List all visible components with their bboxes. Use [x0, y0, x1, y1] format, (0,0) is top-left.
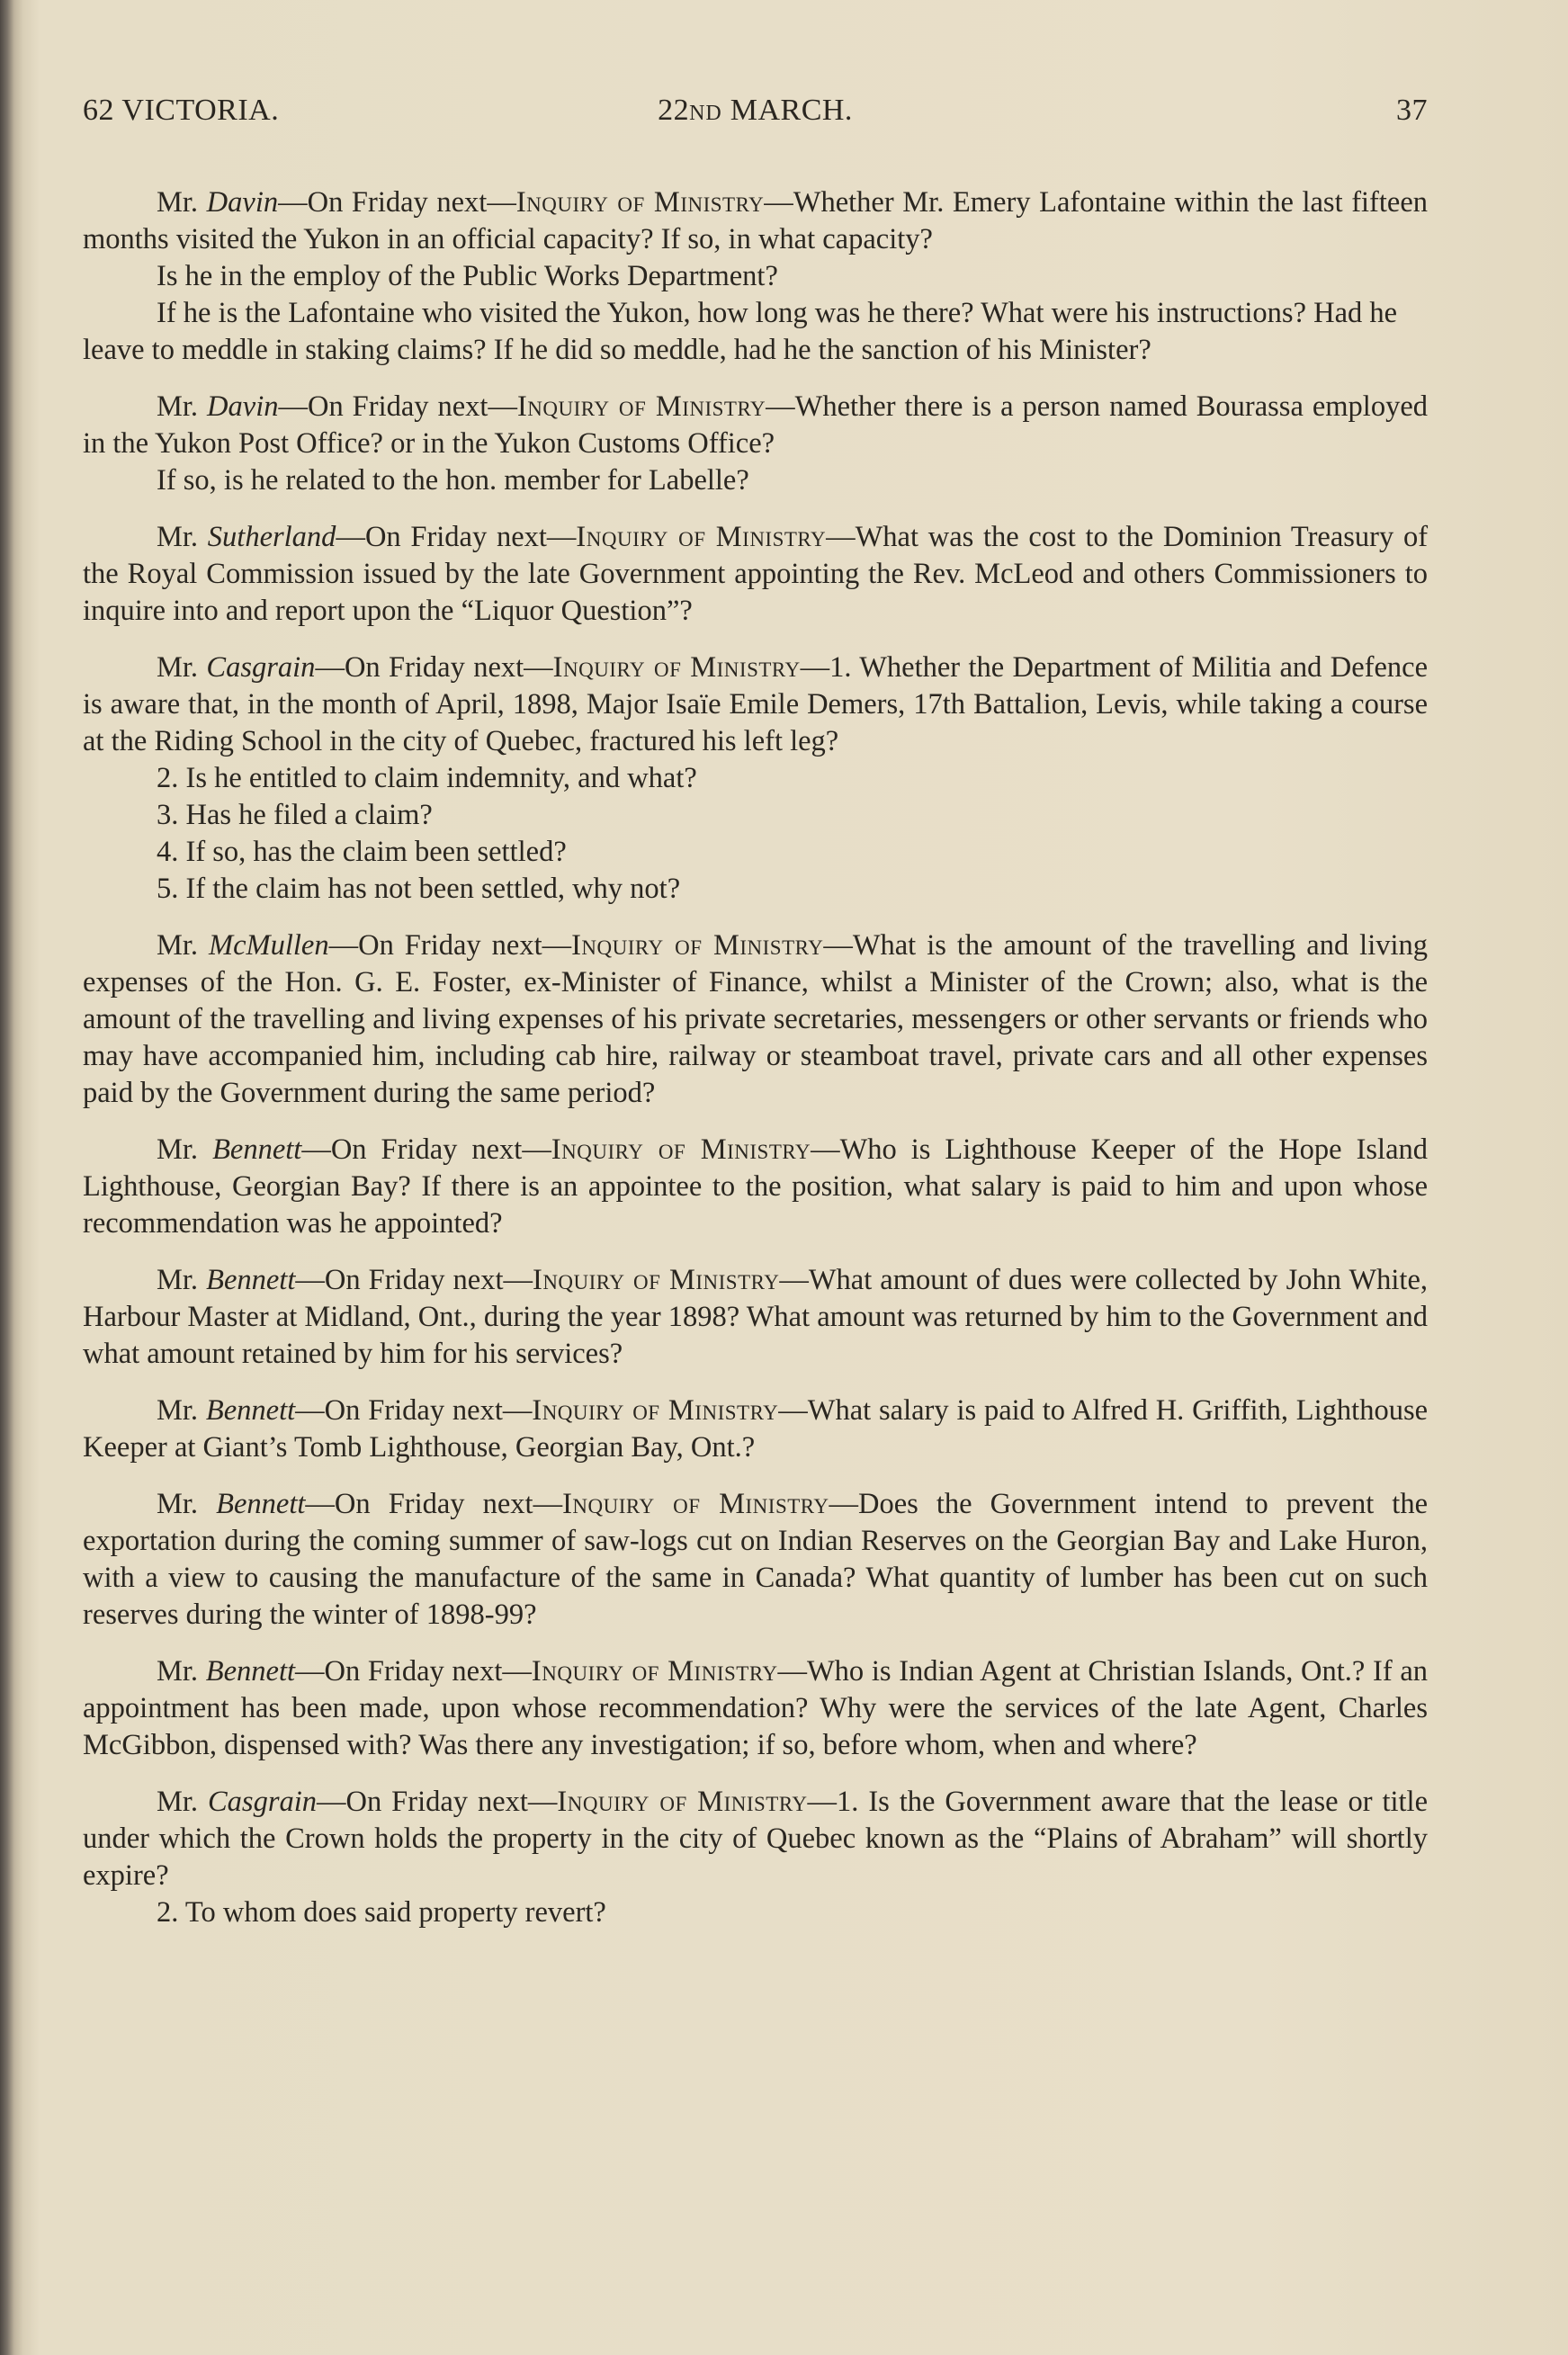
question-text: —What is the amount of the travelling and living expenses of the Hon. G. E. Foster, ex-Minister of Finance, whilst a Minister of the Crown; also, what is the amount of the travelling and living expenses of his private secretaries, messengers or other servants or friends who may have accompanied him, including cab hire, railway or steamboat travel, private cars and all other expenses paid by the Government during the same period?: [83, 929, 1429, 1109]
question-text: —What salary is paid to Alfred H. Griffith, Lighthouse Keeper at Giant’s Tomb Lighthouse, Georgian Bay, Ont.?: [83, 1394, 1429, 1464]
notice-lead: —On Friday next—: [278, 186, 516, 219]
question-entry: [83, 1653, 1428, 1764]
member-name: Sutherland: [207, 521, 336, 553]
question-entry: [83, 1262, 1428, 1373]
header-date: 22ND MARCH.: [658, 94, 853, 127]
inquiry-label: Inquiry of Ministry: [515, 186, 765, 219]
member-name: Bennett: [206, 1264, 296, 1296]
question-main-text: [83, 1486, 1428, 1634]
question-entry: [83, 519, 1428, 630]
header-regnal-year: 62 VICTORIA.: [83, 94, 280, 127]
notice-lead: —On Friday next—: [317, 1786, 558, 1818]
member-name: Bennett: [205, 1655, 296, 1688]
question-main-text: [83, 1784, 1428, 1894]
honorific: Mr.: [157, 1133, 199, 1166]
member-name: McMullen: [209, 929, 329, 962]
page-header: [83, 94, 1428, 133]
honorific: Mr.: [157, 521, 199, 553]
notice-lead: —On Friday next—: [315, 651, 553, 684]
member-name: Bennett: [205, 1394, 296, 1427]
inquiry-label: Inquiry of Ministry: [562, 1488, 829, 1520]
question-followup: If he is the Lafontaine who visited the Yukon, how long was he there? What were his instructions? Had he leave to meddle in staking claims? If he did so meddle, had he the sanction of his Minister?: [83, 297, 1398, 366]
notice-lead: —On Friday next—: [301, 1133, 551, 1166]
notice-lead: —On Friday next—: [295, 1264, 533, 1296]
honorific: Mr.: [157, 1264, 199, 1296]
notice-lead: —On Friday next—: [278, 390, 517, 423]
member-name: Casgrain: [206, 651, 316, 684]
honorific: Mr.: [157, 1488, 199, 1520]
question-text: —1. Whether the Department of Militia and Defence is aware that, in the month of April, 1898, Major Isaïe Emile Demers, 17th Battalion, Levis, while taking a course at the Riding School in the city of Quebec, fractured his left leg?: [83, 651, 1428, 757]
notice-lead: —On Friday next—: [295, 1394, 533, 1427]
question-entry: [83, 649, 1428, 908]
inquiry-label: Inquiry of Ministry: [516, 390, 766, 423]
question-entry: [83, 184, 1428, 369]
honorific: Mr.: [157, 1394, 199, 1427]
question-main-text: [83, 389, 1428, 462]
question-main-text: [83, 649, 1428, 760]
question-text: —Does the Government intend to prevent the exportation during the coming summer of saw-logs cut on Indian Reserves on the Georgian Bay and Lake Huron, with a view to causing the manufacture of the same in Canada? What quantity of lumber has been cut on such reserves during the winter of 1898-99?: [83, 1488, 1429, 1631]
inquiry-label: Inquiry of Ministry: [571, 929, 824, 962]
inquiry-label: Inquiry of Ministry: [576, 521, 827, 553]
question-main-text: [83, 1392, 1428, 1466]
question-followup: If so, is he related to the hon. member for Labelle?: [157, 464, 749, 497]
question-entry: [83, 1784, 1428, 1931]
member-name: Bennett: [216, 1488, 306, 1520]
honorific: Mr.: [157, 929, 199, 962]
question-text: —What was the cost to the Dominion Treasury of the Royal Commission issued by the late Government appointing the Rev. McLeod and others Commissioners to inquire into and report upon the “Liquor Question”?: [83, 521, 1429, 627]
question-text: —1. Is the Government aware that the lease or title under which the Crown holds the property in the city of Quebec known as the “Plains of Abraham” will shortly expire?: [83, 1786, 1429, 1892]
member-name: Bennett: [212, 1133, 302, 1166]
notice-lead: —On Friday next—: [336, 521, 577, 553]
question-text: —Whether Mr. Emery Lafontaine within the last fifteen months visited the Yukon in an official capacity? If so, in what capacity?: [83, 186, 1429, 255]
inquiry-label: Inquiry of Ministry: [532, 1394, 779, 1427]
member-name: Davin: [207, 390, 279, 423]
question-followup: 4. If so, has the claim been settled?: [157, 836, 567, 868]
inquiry-label: Inquiry of Ministry: [551, 1133, 811, 1166]
question-entry: [83, 389, 1428, 499]
honorific: Mr.: [157, 1655, 199, 1688]
question-main-text: [83, 1653, 1428, 1764]
notice-lead: —On Friday next—: [328, 929, 572, 962]
member-name: Davin: [206, 186, 279, 219]
question-followup: 3. Has he filed a claim?: [157, 799, 433, 831]
inquiry-label: Inquiry of Ministry: [557, 1786, 808, 1818]
honorific: Mr.: [157, 390, 199, 423]
question-text: —Who is Indian Agent at Christian Islands, Ont.? If an appointment has been made, upon whose recommendation? Why were the services of the late Agent, Charles McGibbon, dispensed with? Was there any investigation; if so, before whom, when and where?: [83, 1655, 1429, 1761]
question-main-text: [83, 1132, 1428, 1242]
question-followup: Is he in the employ of the Public Works Department?: [157, 260, 778, 292]
question-main-text: [83, 519, 1428, 630]
question-entry: [83, 1486, 1428, 1634]
notice-lead: —On Friday next—: [295, 1655, 532, 1688]
inquiry-label: Inquiry of Ministry: [552, 651, 801, 684]
honorific: Mr.: [157, 651, 199, 684]
notice-lead: —On Friday next—: [305, 1488, 563, 1520]
question-entry: [83, 1392, 1428, 1466]
honorific: Mr.: [157, 186, 199, 219]
question-main-text: [83, 927, 1428, 1112]
question-entry: [83, 927, 1428, 1112]
question-followup: 2. To whom does said property revert?: [157, 1896, 606, 1929]
question-main-text: [83, 184, 1428, 258]
inquiry-label: Inquiry of Ministry: [531, 1655, 778, 1688]
question-followup: 2. Is he entitled to claim indemnity, and what?: [157, 762, 697, 794]
question-followup: 5. If the claim has not been settled, why not?: [157, 873, 681, 905]
question-text: —What amount of dues were collected by John White, Harbour Master at Midland, Ont., during the year 1898? What amount was returned by him to the Government and what amount retained by him for his services?: [83, 1264, 1428, 1370]
question-main-text: [83, 1262, 1428, 1373]
question-text: —Whether there is a person named Bourassa employed in the Yukon Post Office? or in the Yukon Customs Office?: [83, 390, 1429, 460]
page-number: 37: [1396, 94, 1428, 127]
question-text: —Who is Lighthouse Keeper of the Hope Island Lighthouse, Georgian Bay? If there is an appointee to the position, what salary is paid to him and upon whose recommendation was he appointed?: [83, 1133, 1429, 1240]
inquiry-label: Inquiry of Ministry: [533, 1264, 780, 1296]
member-name: Casgrain: [208, 1786, 318, 1818]
question-entry: [83, 1132, 1428, 1242]
honorific: Mr.: [157, 1786, 199, 1818]
questions-body: [83, 184, 1428, 1951]
